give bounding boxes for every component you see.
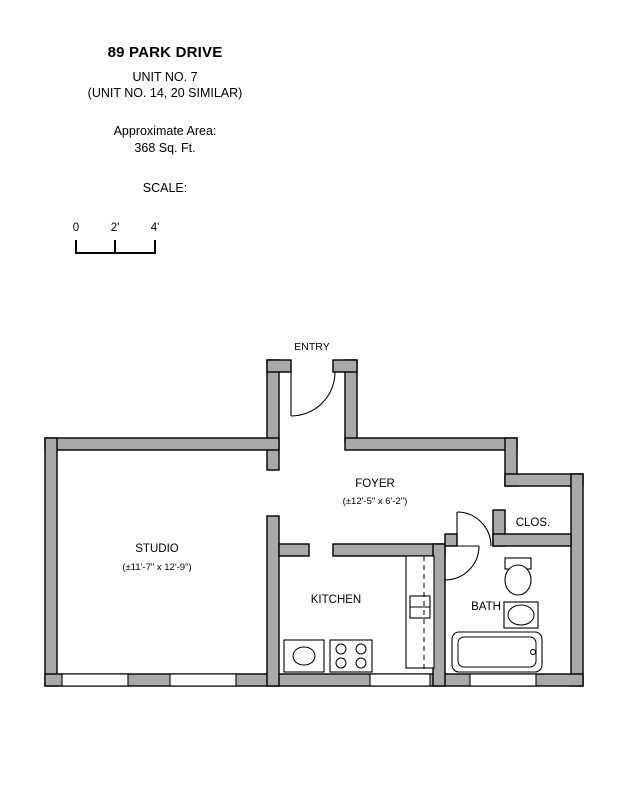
title-block (0, 44, 330, 195)
room-label-kitchen: KITCHEN (310, 594, 362, 606)
similar-units-line: (UNIT NO. 14, 20 SIMILAR) (87, 86, 243, 100)
entry-label: ENTRY (294, 341, 330, 353)
scale-tick-label-0: 0 (72, 222, 80, 234)
area-label: Approximate Area: (113, 124, 217, 138)
scale-tick-label-4: 4' (150, 222, 160, 234)
area-value: 368 Sq. Ft. (134, 141, 196, 155)
scale-baseline (76, 252, 155, 254)
scale-tick-label-2: 2' (110, 222, 120, 234)
room-dim-studio: (±11'-7" x 12'-9") (122, 562, 192, 573)
floor-plan (0, 330, 618, 730)
approximate-area-block (0, 123, 330, 157)
room-label-studio: STUDIO (135, 543, 179, 555)
room-dim-foyer: (±12'-5" x 6'-2") (342, 496, 408, 507)
page-title: 89 PARK DRIVE (107, 44, 223, 61)
scale-label: SCALE: (142, 181, 188, 195)
scale-bar (70, 222, 170, 256)
unit-number-line: UNIT NO. 7 (132, 70, 198, 84)
room-label-foyer: FOYER (355, 478, 395, 490)
room-label-closet: CLOS. (515, 517, 551, 529)
room-label-bath: BATH (471, 601, 501, 613)
